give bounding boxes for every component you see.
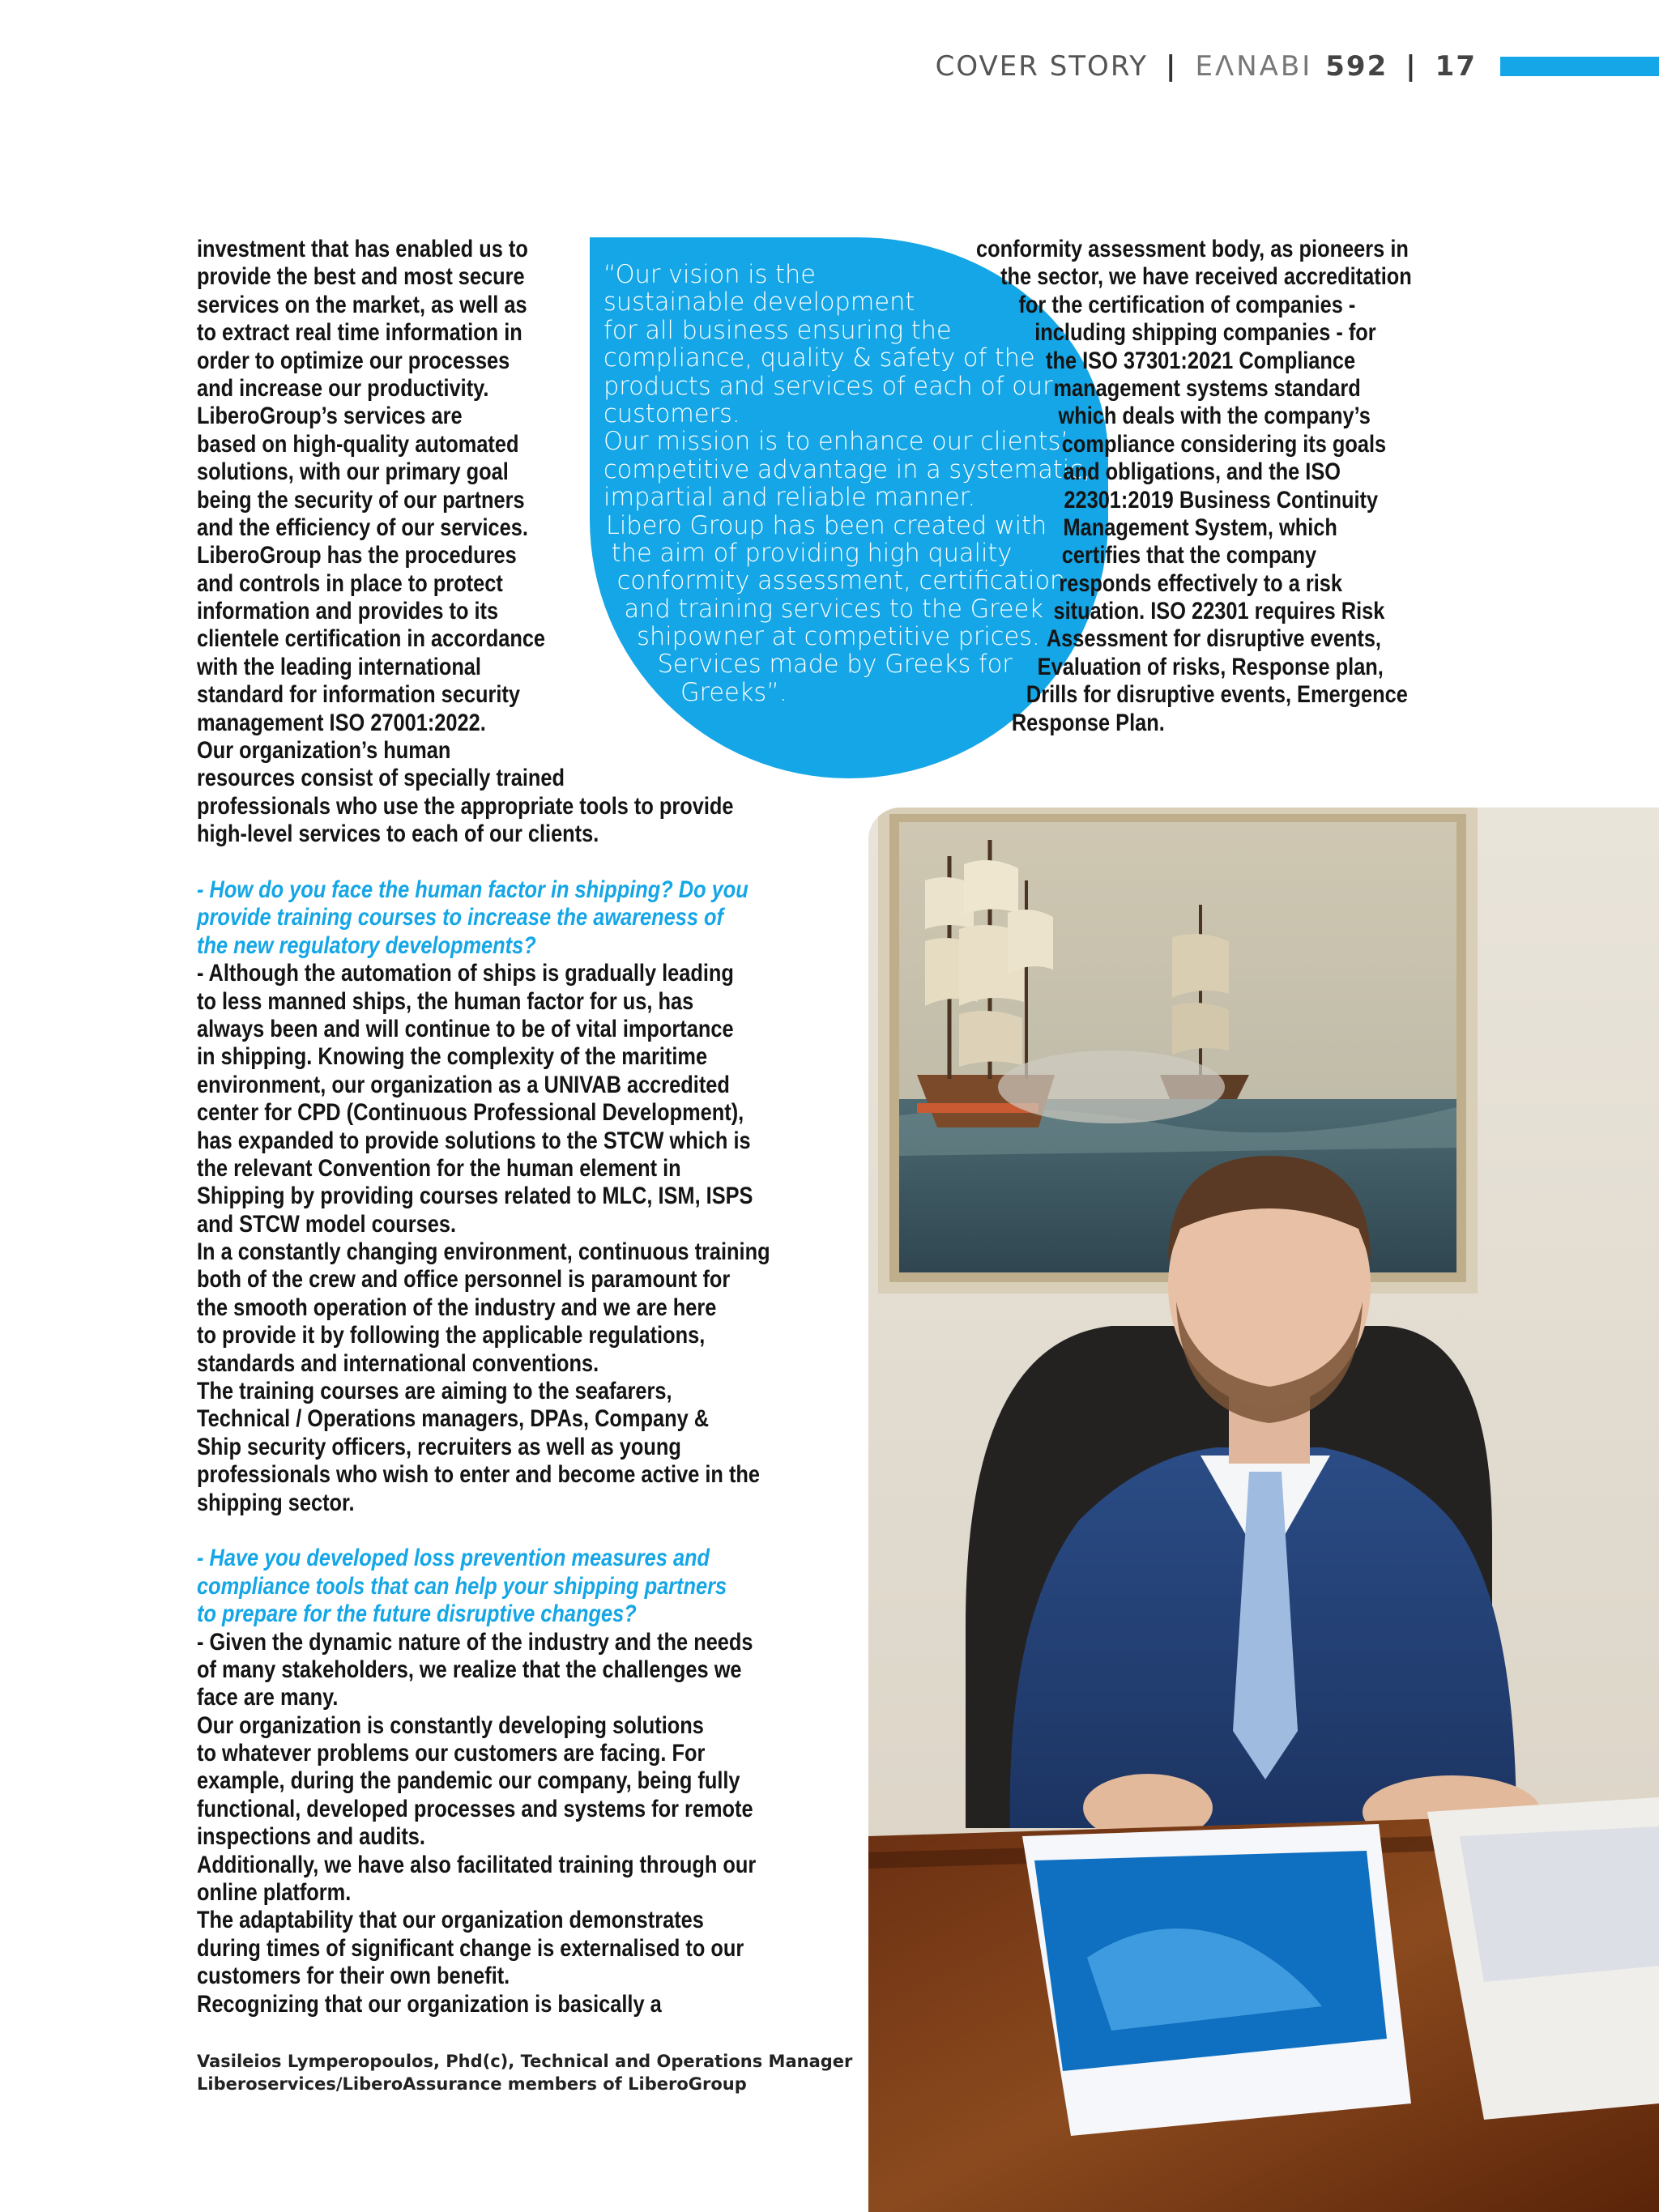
text-line: compliance, quality & safety of the (603, 343, 1035, 373)
text-line: investment that has enabled us to (197, 236, 528, 262)
text-line: provide the best and most secure (197, 263, 525, 291)
text-line: for all business ensuring the (603, 315, 952, 345)
header-separator: | (1166, 50, 1178, 83)
photo-caption (197, 2050, 852, 2095)
text-line: the sector, we have received accreditation (1000, 263, 1412, 291)
spacer (197, 849, 770, 876)
text-line: Libero Group has been created with (605, 510, 1047, 540)
text-line: based on high-quality automated (197, 430, 519, 458)
magazine-name: ΕΛΝΑΒΙ (1195, 50, 1313, 83)
text-line: clientele certification in accordance (197, 625, 546, 653)
text-line: to less manned ships, the human factor for us, has (197, 987, 694, 1015)
text-line: example, during the pandemic our company, being fully (197, 1767, 740, 1795)
text-line: Recognizing that our organization is basically a (197, 1990, 662, 2018)
text-line: Services made by Greeks for (657, 650, 1013, 680)
text-line: of many stakeholders, we realize that the challenges we (197, 1656, 742, 1683)
text-line: customers for their own benefit. (197, 1963, 510, 1990)
text-line: customers. (603, 399, 740, 428)
text-line: compliance tools that can help your shipping partners (197, 1572, 727, 1600)
text-line: the ISO 37301:2021 Compliance (1046, 347, 1356, 374)
text-line: high-level services to each of our clients. (197, 820, 599, 848)
text-line: The training courses are aiming to the seafarers, (197, 1378, 672, 1405)
text-line: responds effectively to a risk (1059, 569, 1343, 597)
text-line: Our mission is to enhance our clients’ (603, 427, 1069, 457)
answer-2 (197, 1629, 770, 2018)
text-line: products and services of each of our (603, 371, 1053, 401)
text-line: management systems standard (1053, 374, 1361, 402)
text-line: Evaluation of risks, Response plan, (1037, 653, 1384, 680)
text-line: Ship security officers, recruiters as well as young (197, 1433, 681, 1460)
text-line: including shipping companies - for (1034, 319, 1376, 347)
text-line: information and provides to its (197, 598, 499, 625)
text-line: Technical / Operations managers, DPAs, Company & (197, 1405, 710, 1433)
text-line: to extract real time information in (197, 319, 522, 347)
text-line: services on the market, as well as (197, 291, 527, 318)
text-line: Assessment for disruptive events, (1046, 625, 1381, 653)
text-line: provide training courses to increase the awareness of (197, 904, 723, 931)
text-line: to whatever problems our customers are facing. For (197, 1740, 706, 1767)
text-line: and the efficiency of our services. (197, 514, 528, 541)
text-line: both of the crew and office personnel is paramount for (197, 1266, 731, 1294)
text-line: LiberoGroup has the procedures (197, 542, 517, 569)
text-line: order to optimize our processes (197, 347, 510, 374)
portrait-illustration (868, 808, 1659, 2212)
text-line: Shipping by providing courses related to MLC, ISM, ISPS (197, 1183, 753, 1210)
text-line: the smooth operation of the industry and we are here (197, 1294, 717, 1321)
text-line: in shipping. Knowing the complexity of the maritime (197, 1043, 708, 1071)
text-line: - How do you face the human factor in shipping? Do you (197, 876, 748, 903)
question-1 (197, 876, 770, 960)
portrait-photo (868, 808, 1659, 2212)
text-line: face are many. (197, 1684, 339, 1711)
text-line: conformity assessment, certification (616, 566, 1066, 596)
text-line: online platform. (197, 1879, 352, 1907)
text-line: conformity assessment body, as pioneers in (976, 236, 1409, 262)
text-line: functional, developed processes and systems for remote (197, 1795, 753, 1822)
caption-line-1: Vasileios Lymperopoulos, Phd(c), Technical and Operations Manager (197, 2052, 853, 2071)
header-separator-2: | (1405, 50, 1418, 83)
text-line: LiberoGroup’s services are (197, 403, 463, 430)
text-line: In a constantly changing environment, continuous training (197, 1238, 770, 1266)
text-line: solutions, with our primary goal (197, 458, 509, 486)
text-line: for the certification of companies - (1018, 291, 1356, 318)
text-line: shipping sector. (197, 1489, 355, 1516)
text-line: to provide it by following the applicable regulations, (197, 1322, 706, 1349)
text-line: has expanded to provide solutions to the STCW which is (197, 1127, 751, 1154)
page-number: 17 (1435, 50, 1477, 83)
issue-number: 592 (1325, 50, 1388, 83)
text-line: being the security of our partners (197, 486, 525, 514)
text-line: management ISO 27001:2022. (197, 709, 486, 736)
text-line: professionals who wish to enter and become active in the (197, 1461, 761, 1489)
text-line: and increase our productivity. (197, 374, 489, 402)
text-line: inspections and audits. (197, 1823, 425, 1851)
text-line: the relevant Convention for the human element in (197, 1154, 681, 1182)
text-line: competitive advantage in a systematic, (603, 454, 1091, 484)
text-line: which deals with the company’s (1058, 403, 1371, 430)
text-line: to prepare for the future disruptive changes? (197, 1600, 637, 1628)
text-line: during times of significant change is externalised to our (197, 1934, 744, 1962)
text-line: Drills for disruptive events, Emergence (1026, 681, 1408, 709)
text-line: - Although the automation of ships is gradually leading (197, 960, 734, 987)
section-title: COVER STORY (935, 50, 1149, 83)
text-line: always been and will continue to be of vital importance (197, 1015, 734, 1042)
text-line: sustainable development (603, 288, 915, 318)
text-line: professionals who use the appropriate tools to provide (197, 792, 734, 820)
text-line: the new regulatory developments? (197, 931, 536, 959)
text-line: The adaptability that our organization demonstrates (197, 1907, 704, 1934)
text-line: “Our vision is the (603, 260, 816, 289)
right-column (976, 236, 1412, 737)
text-line: and training services to the Greek (624, 594, 1043, 624)
text-line: Our organization’s human (197, 737, 451, 765)
text-line: shipowner at competitive prices. (637, 622, 1040, 652)
text-line: the aim of providing high quality (611, 538, 1013, 568)
text-line: Management System, which (1063, 514, 1337, 541)
text-line: Our organization is constantly developing solutions (197, 1711, 704, 1739)
page-header (936, 47, 1477, 86)
text-line: 22301:2019 Business Continuity (1064, 486, 1379, 514)
answer-1 (197, 960, 770, 1517)
text-line: standards and international conventions. (197, 1349, 599, 1377)
text-line: and obligations, and the ISO (1063, 458, 1341, 486)
text-line: Response Plan. (1011, 709, 1165, 736)
text-line: - Given the dynamic nature of the industry and the needs (197, 1628, 753, 1656)
text-line: standard for information security (197, 681, 520, 709)
text-line: impartial and reliable manner. (603, 483, 976, 513)
text-line: with the leading international (197, 653, 481, 680)
text-line: and controls in place to protect (197, 569, 503, 597)
caption-line-2: Liberoservices/LiberoAssurance members of LiberoGroup (197, 2074, 747, 2094)
text-line: compliance considering its goals (1061, 430, 1387, 458)
text-line: environment, our organization as a UNIVAB accredited (197, 1071, 730, 1098)
text-line: certifies that the company (1061, 542, 1317, 569)
header-accent-bar (1500, 57, 1659, 76)
text-line: situation. ISO 22301 requires Risk (1053, 598, 1385, 625)
text-line: Additionally, we have also facilitated training through our (197, 1851, 757, 1878)
text-line: center for CPD (Continuous Professional Development), (197, 1099, 744, 1127)
text-line: Greeks”. (680, 677, 787, 707)
text-line: - Have you developed loss prevention measures and (197, 1545, 710, 1572)
spacer (197, 1517, 770, 1545)
text-line: and STCW model courses. (197, 1210, 457, 1238)
text-line: resources consist of specially trained (197, 765, 565, 792)
question-2 (197, 1545, 770, 1628)
